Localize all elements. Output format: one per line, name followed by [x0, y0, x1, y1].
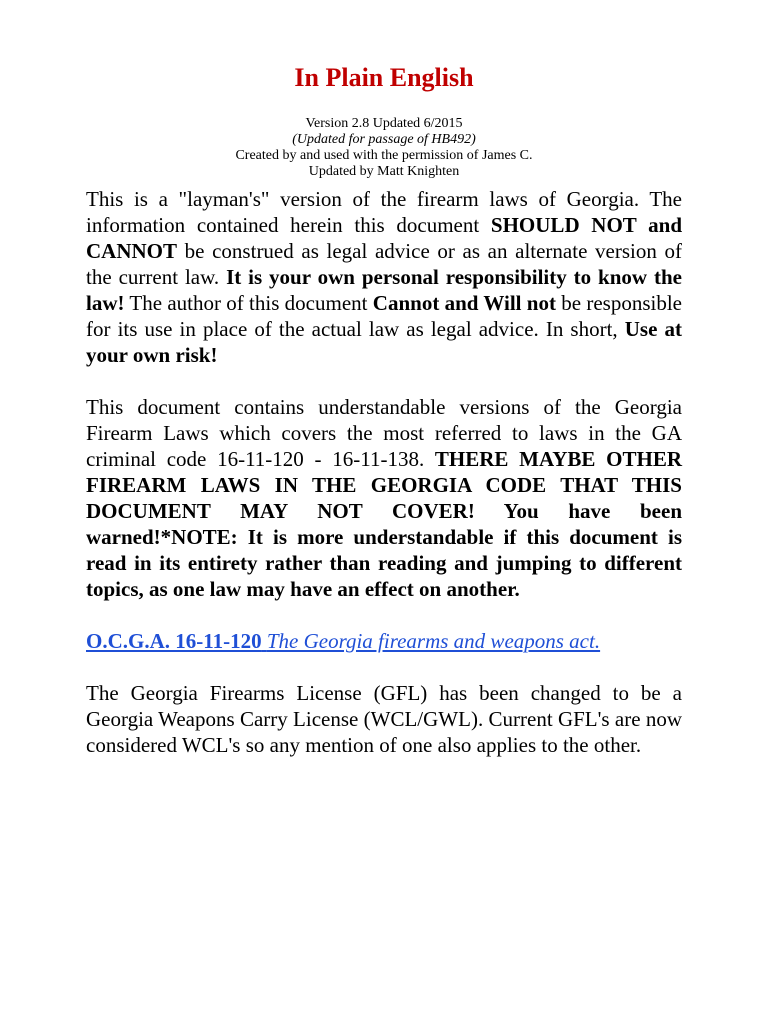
disclaimer-text-4: be responsible for its use in place of the actual law as legal advice. In short,	[86, 291, 682, 341]
section-link[interactable]	[86, 629, 600, 653]
version-line: Version 2.8 Updated 6/2015	[305, 116, 463, 131]
credit-line: Created by and used with the permission of James C.	[235, 148, 533, 163]
section-code: O.C.G.A. 16-11-120	[86, 629, 262, 653]
disclaimer-bold-2: It is your own personal responsibility to know the law!	[86, 265, 682, 315]
disclaimer-bold-1: SHOULD NOT and CANNOT	[86, 213, 682, 263]
disclaimer-bold-3: Cannot and Will not	[372, 291, 556, 315]
disclaimer-text-3: The author of this document	[124, 291, 373, 315]
disclaimer-text-1: This is a "layman's" version of the firearm laws of Georgia. The information contained herein this document	[86, 187, 682, 237]
section-name: The Georgia firearms and weapons act.	[266, 629, 601, 653]
document-meta	[86, 116, 682, 180]
document-body	[86, 0, 682, 758]
update-note: (Updated for passage of HB492)	[292, 132, 476, 147]
disclaimer-paragraph	[86, 186, 682, 368]
section-heading	[86, 628, 682, 654]
document-title: In Plain English	[294, 63, 474, 92]
disclaimer-bold-4: Use at your own risk!	[86, 317, 682, 367]
gfl-paragraph: The Georgia Firearms License (GFL) has been changed to be a Georgia Weapons Carry License (WCL/GWL). Current GFL's are now considered WCL's so any mention of one also applies to the other.	[86, 681, 682, 757]
contents-warning: THERE MAYBE OTHER FIREARM LAWS IN THE GEORGIA CODE THAT THIS DOCUMENT MAY NOT COVER! You have been warned!*NOTE: It is more understandable if this document is read in its entirety rather than reading and jumping to different topics, as one law may have an effect on another.	[86, 447, 682, 601]
disclaimer-text-2: be construed as legal advice or as an alternate version of the current law.	[86, 239, 682, 289]
updated-by-line: Updated by Matt Knighten	[308, 164, 460, 179]
contents-text: This document contains understandable versions of the Georgia Firearm Laws which covers the most referred to laws in the GA criminal code 16-11-120 - 16-11-138.	[86, 395, 682, 471]
contents-paragraph	[86, 394, 682, 602]
